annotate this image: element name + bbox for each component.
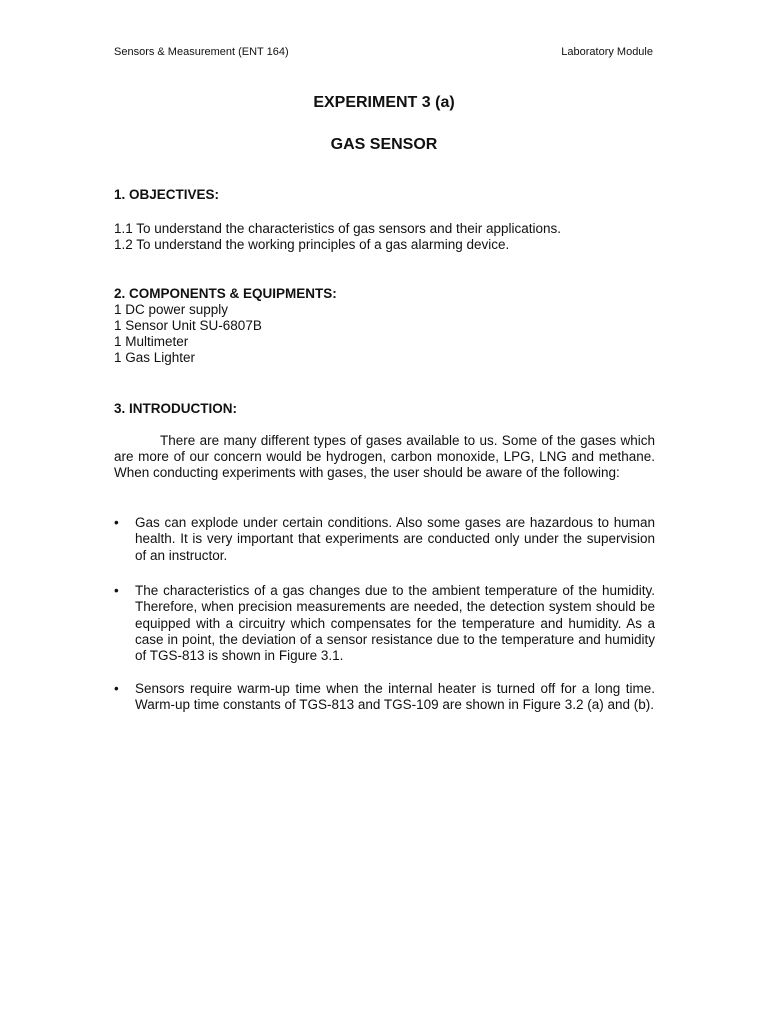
running-header-module: Laboratory Module (561, 46, 653, 58)
component-item: 1 Sensor Unit SU-6807B (114, 318, 262, 333)
introduction-heading: 3. INTRODUCTION: (114, 401, 237, 416)
component-item: 1 Gas Lighter (114, 350, 196, 365)
list-item (114, 681, 655, 714)
component-item: 1 Multimeter (114, 334, 189, 349)
component-item: 1 DC power supply (114, 302, 229, 317)
bullet-icon: • (114, 515, 119, 530)
objective-item: 1.2 To understand the working principles of a gas alarming device. (114, 237, 510, 252)
list-item (114, 515, 655, 564)
experiment-subtitle: GAS SENSOR (330, 136, 438, 153)
bullet-text: The characteristics of a gas changes due to the ambient temperature of the humidity. Therefore, when precision measurements are needed, the detection system should be equipped with a circuitry which compensates for the temperature and humidity. As a case in point, the deviation of a sensor resistance due to the temperature and humidity of TGS-813 is shown in Figure 3.1. (135, 583, 655, 664)
bullet-text: Gas can explode under certain conditions. Also some gases are hazardous to human health. It is very important that experiments are conducted only under the supervision of an instructor. (135, 515, 655, 563)
experiment-title: EXPERIMENT 3 (a) (313, 94, 455, 111)
bullet-text: Sensors require warm-up time when the internal heater is turned off for a long time. Warm-up time constants of TGS-813 and TGS-109 are shown in Figure 3.2 (a) and (b). (135, 681, 655, 713)
running-header-course: Sensors & Measurement (ENT 164) (114, 46, 289, 58)
objective-item: 1.1 To understand the characteristics of gas sensors and their applications. (114, 221, 562, 236)
components-heading: 2. COMPONENTS & EQUIPMENTS: (114, 286, 337, 301)
bullet-icon: • (114, 583, 119, 598)
introduction-paragraph: There are many different types of gases available to us. Some of the gases which are more of our concern would be hydrogen, carbon monoxide, LPG, LNG and methane. When conducting experiments with gases, the user should be aware of the following: (114, 433, 655, 481)
list-item (114, 583, 655, 664)
objectives-heading: 1. OBJECTIVES: (114, 187, 220, 202)
bullet-icon: • (114, 681, 119, 696)
